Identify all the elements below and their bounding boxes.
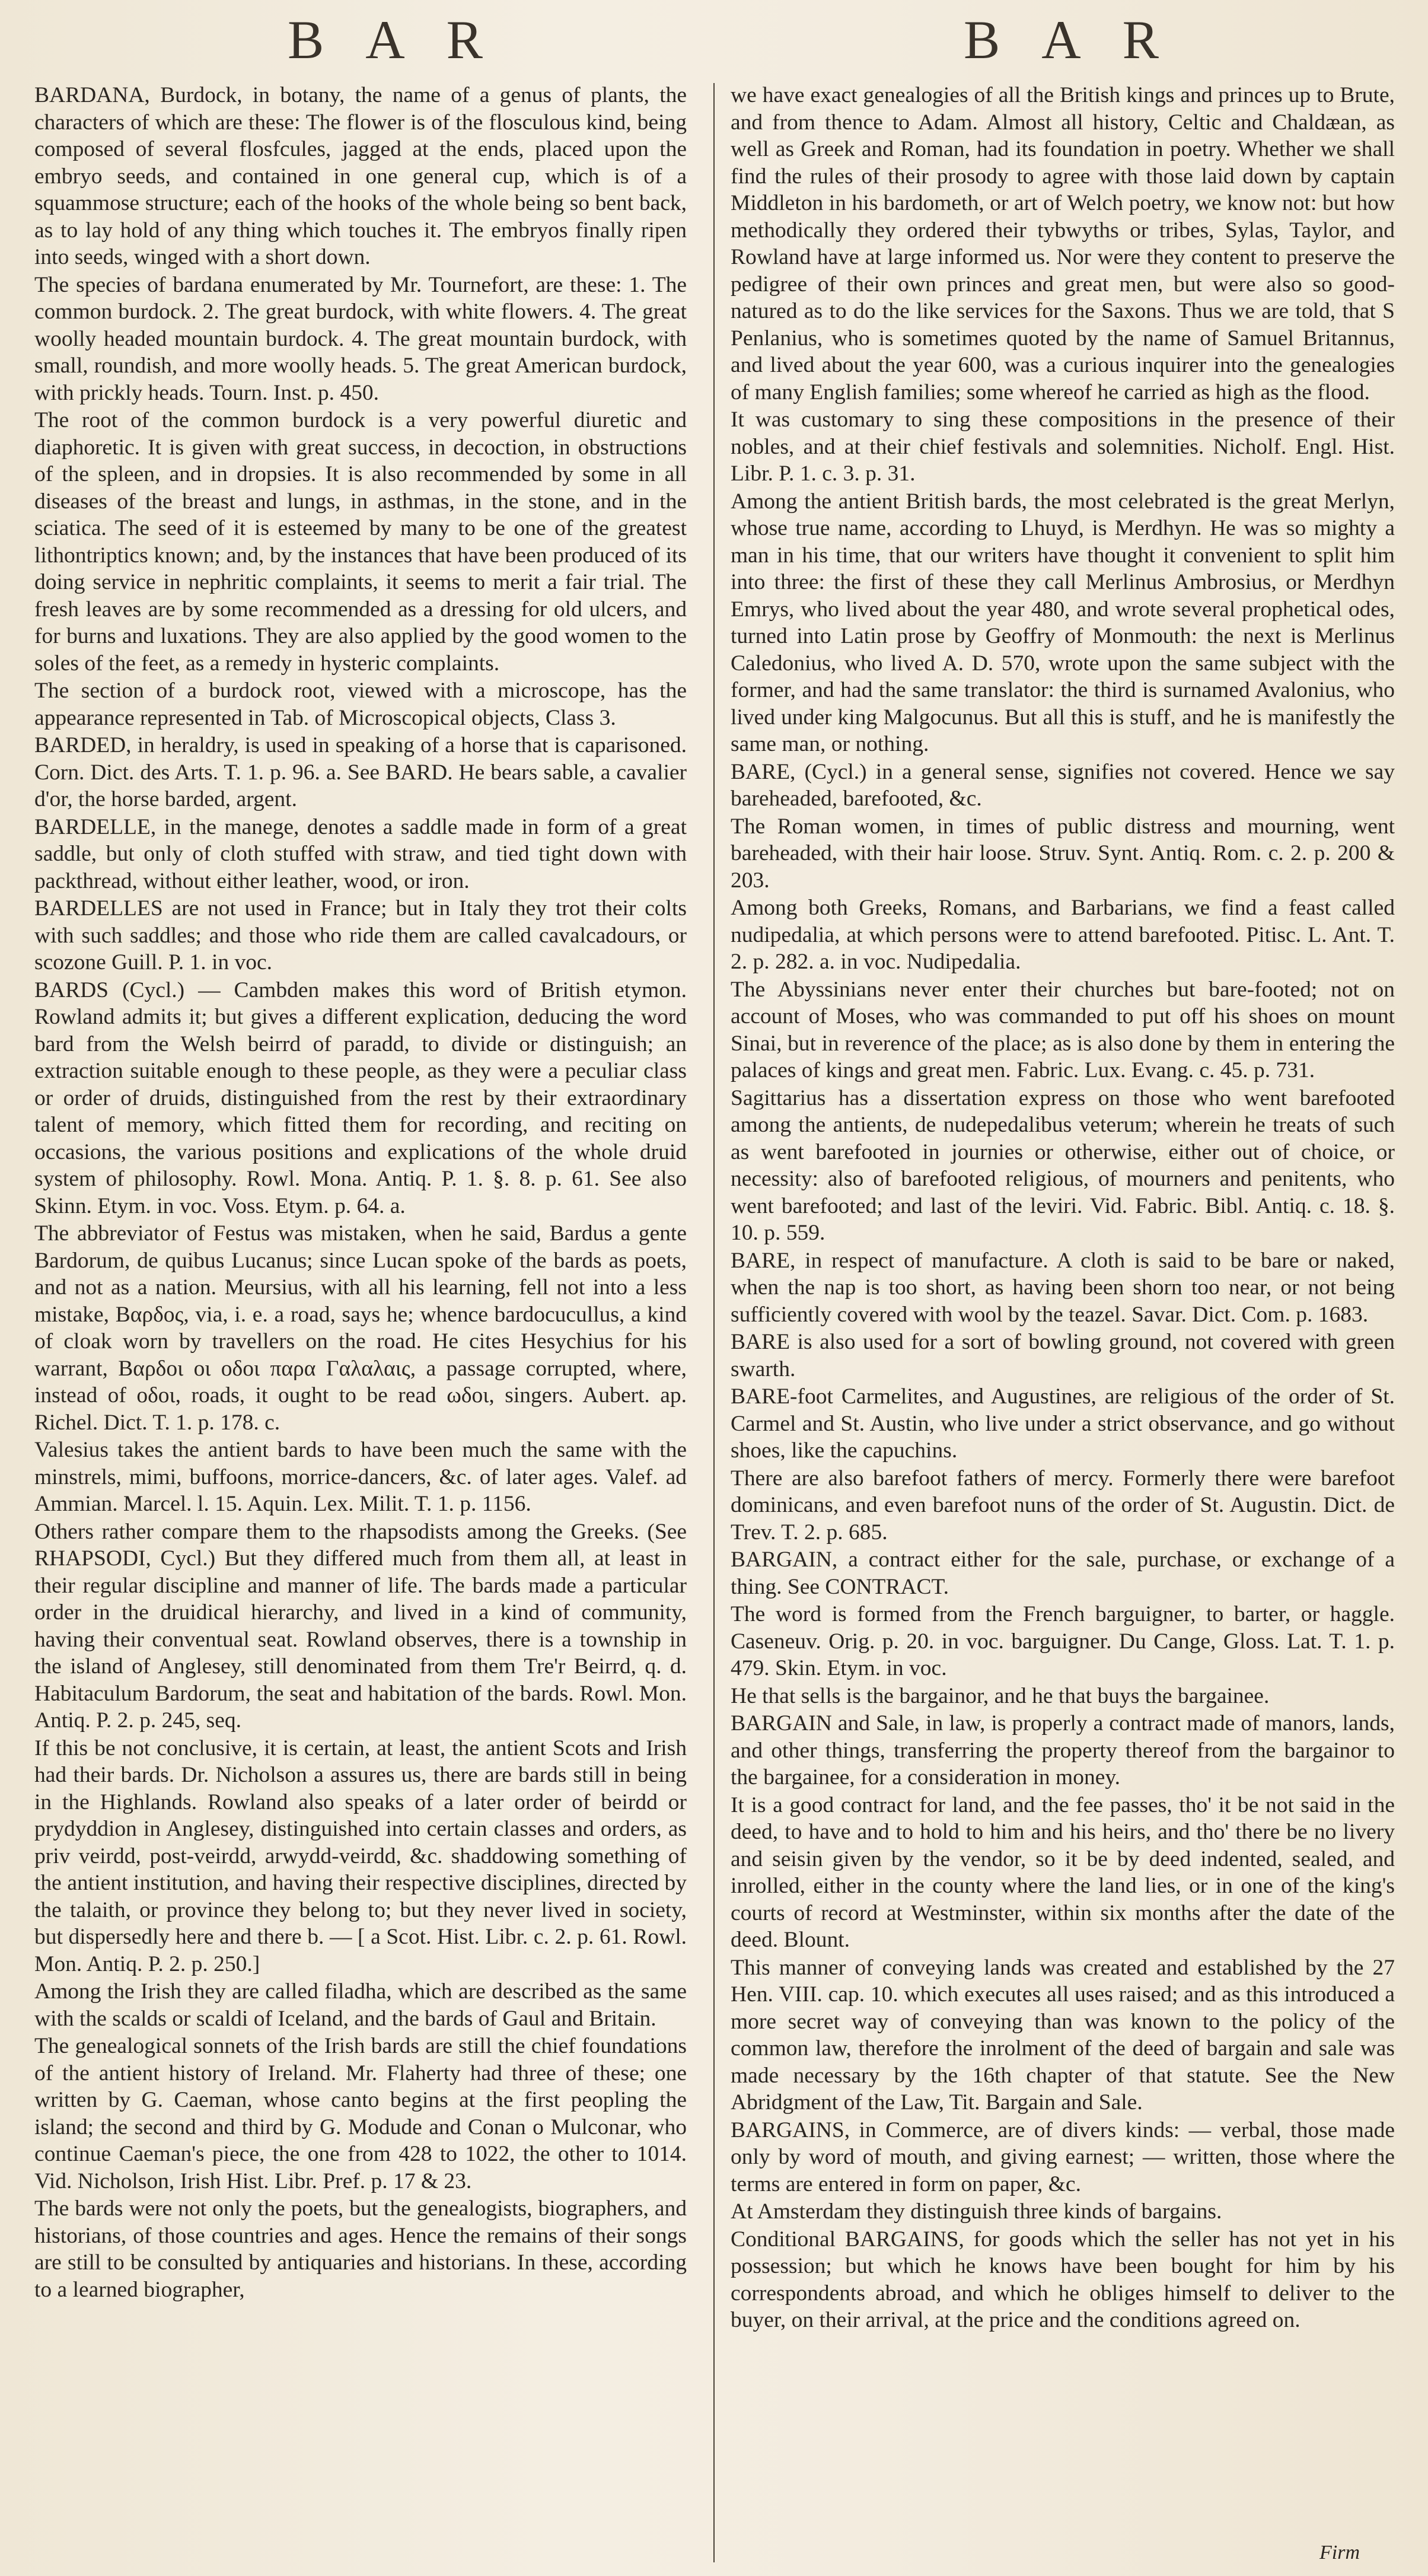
right-column [731, 82, 1395, 2567]
entry-paragraph: BARE is also used for a sort of bowling ground, not covered with green swarth. [731, 1330, 1395, 1381]
entry-paragraph: The Roman women, in times of public distress and mourning, went bareheaded, with their hair loose. Struv. Synt. Antiq. Rom. c. 2. p. 200 & 203. [731, 814, 1395, 893]
entry-paragraph: BARDELLES are not used in France; but in Italy they trot their colts with such saddles; and those who ride them are called cavalcadours, or scozone Guill. P. 1. in voc. [34, 896, 687, 975]
entry-paragraph: Among both Greeks, Romans, and Barbarians, we find a feast called nudipedalia, at which persons were to attend barefooted. Pitisc. L. Ant. T. 2. p. 282. a. in voc. Nudipedalia. [731, 896, 1395, 974]
entry-paragraph: BARE, in respect of manufacture. A cloth is said to be bare or naked, when the nap is too short, as having been shorn too near, or not being sufficiently covered with wool by the teazel. Savar. Dict. Com. p. 1683. [731, 1248, 1395, 1327]
entry-paragraph: The root of the common burdock is a very powerful diuretic and diaphoretic. It is given with great success, in decoction, in obstructions of the spleen, and in dropsies. It is also recommended by some in all diseases of the breast and lungs, in asthmas, in the stone, and in the sciatica. The seed of it is esteemed by many to be one of the greatest lithontriptics known; and, by the instances that have been produced of its doing service in nephritic complaints, it seems to merit a fair trial. The fresh leaves are by some recommended as a dressing for old ulcers, and for burns and luxations. They are also applied by the good women to the soles of the feet, as a remedy in hysteric complaints. [34, 408, 687, 676]
entry-paragraph: It is a good contract for land, and the fee passes, tho' it be not said in the deed, to have and to hold to him and his heirs, and tho' there be no livery and seisin given by the vendor, so it be by deed indented, sealed, and inrolled, either in the county where the land lies, or in one of the king's courts of record at Westminster, within six months after the date of the deed. Blount. [731, 1792, 1395, 1952]
left-column [34, 82, 687, 2567]
entry-paragraph: BARDS (Cycl.) — Cambden makes this word of British etymon. Rowland admits it; but gives a different explication, deducing the word bard from the Welsh beirrd of paradd, to divide or distinguish; an extraction suitable enough to these people, as they were a peculiar class or order of druids, distinguished from the rest by their extraordinary talent of memory, which fitted them for recording, and reciting on occasions, the various positions and explications of the whole druid system of philosophy. Rowl. Mona. Antiq. P. 1. §. 8. p. 61. See also Skinn. Etym. in voc. Voss. Etym. p. 64. a. [34, 977, 687, 1218]
entry-paragraph: BARDELLE, in the manege, denotes a saddle made in form of a great saddle, but only of cloth stuffed with straw, and tied tight down with packthread, without either leather, wood, or iron. [34, 814, 687, 893]
running-head-right: B A R [964, 9, 1175, 70]
entry-paragraph: There are also barefoot fathers of mercy. Formerly there were barefoot dominicans, and even barefoot nuns of the order of St. Augustin. Dict. de Trev. T. 2. p. 685. [731, 1466, 1395, 1545]
entry-paragraph: BARGAINS, in Commerce, are of divers kinds: — verbal, those made only by word of mouth, and giving earnest; — written, those where the terms are entered in form on paper, &c. [731, 2118, 1395, 2196]
entry-paragraph: If this be not conclusive, it is certain, at least, the antient Scots and Irish had their bards. Dr. Nicholson a assures us, there are bards still in being in the Highlands. Rowland also speaks of a later order of beirdd or prydyddion in Anglesey, distinguished into certain classes and orders, as priv veirdd, post-veirdd, arwydd-veirdd, &c. shaddowing something of the antient institution, and having their respective disciplines, directed by the talaith, or province they belong to; but they never lived in society, but dispersedly here and there b. — [ a Scot. Hist. Libr. c. 2. p. 61. Rowl. Mon. Antiq. P. 2. p. 250.] [34, 1736, 687, 1976]
entry-paragraph: The Abyssinians never enter their churches but bare-footed; not on account of Moses, who was commanded to put off his shoes on mount Sinai, but in reverence of the place; as is also done by them in entering the palaces of kings and great men. Fabric. Lux. Evang. c. 45. p. 731. [731, 977, 1395, 1082]
entry-paragraph: Among the antient British bards, the most celebrated is the great Merlyn, whose true name, according to Lhuyd, is Merdhyn. He was so mighty a man in his time, that our writers have thought it convenient to split him into three: the first of these they call Merlinus Ambrosius, or Merdhyn Emrys, who lived about the year 480, and wrote several prophetical odes, turned into Latin prose by Geoffry of Monmouth: the next is Merlinus Caledonius, who lived A. D. 570, wrote upon the same subject with the former, and had the same translator: the third is surnamed Avalonius, who lived under king Malgocunus. But all this is stuff, and he is manifestly the same man, or nothing. [731, 489, 1395, 756]
entry-paragraph: Others rather compare them to the rhapsodists among the Greeks. (See RHAPSODI, Cycl.) But they differed much from them all, at least in their regular discipline and manner of life. The bards made a particular order in the druidical hierarchy, and lived in a kind of community, having their conventual seat. Rowland observes, there is a township in the island of Anglesey, still denominated from them Tre'r Beirrd, q. d. Habitaculum Bardorum, the seat and habitation of the bards. Rowl. Mon. Antiq. P. 2. p. 245, seq. [34, 1519, 687, 1733]
column-divider [713, 83, 715, 2562]
entry-paragraph: BARGAIN and Sale, in law, is properly a contract made of manors, lands, and other things, transferring the property thereof from the bargainor to the bargainee, for a consideration in money. [731, 1711, 1395, 1789]
entry-paragraph: Among the Irish they are called filadha, which are described as the same with the scalds or scaldi of Iceland, and the bards of Gaul and Britain. [34, 1979, 687, 2031]
entry-paragraph: This manner of conveying lands was created and established by the 27 Hen. VIII. cap. 10. which executes all uses raised; and as this introduced a more secret way of conveying than was known to the policy of the common law, therefore the inrolment of the deed of bargain and sale was made necessary by the 16th chapter of that statute. See the New Abridgment of the Law, Tit. Bargain and Sale. [731, 1955, 1395, 2115]
running-head-left: B A R [288, 9, 499, 70]
entry-paragraph: we have exact genealogies of all the British kings and princes up to Brute, and from thence to Adam. Almost all history, Celtic and Chaldæan, as well as Greek and Roman, had its foundation in poetry. Whether we shall find the rules of their prosody to agree with those laid down by captain Middleton in his bardometh, or art of Welch poetry, we know not: but how methodically they ordered their tybwyths or tribes, Sylas, Taylor, and Rowland have at large informed us. Nor were they content to preserve the pedigree of their own princes and great men, but were also so good-natured as to do the like services for the Saxons. Thus we are told, that S Penlanius, who is sometimes quoted by the name of Samuel Britannus, and lived about the year 600, was a curious inquirer into the genealogies of many English families; some whereof he carried as high as the flood. [731, 83, 1395, 405]
entry-paragraph: BARDANA, Burdock, in botany, the name of a genus of plants, the characters of which are these: The flower is of the flosculous kind, being composed of several flosfcules, jagged at the ends, placed upon the embryo seeds, and contained in one general cup, which is of a squammose structure; each of the hooks of the whole being so bent back, as to lay hold of any thing which touches it. The embryos finally ripen into seeds, winged with a short down. [34, 83, 687, 269]
catchword: Firm [1319, 2542, 1360, 2564]
entry-paragraph: BARE-foot Carmelites, and Augustines, are religious of the order of St. Carmel and St. Austin, who live under a strict observance, and go without shoes, like the capuchins. [731, 1384, 1395, 1463]
entry-paragraph: Sagittarius has a dissertation express on those who went barefooted among the antients, de nudepedalibus veterum; wherein he treats of such as went barefooted in journies or otherwise, either out of choice, or necessity: also of barefooted religious, of mourners and penitents, who went barefooted; and last of the leviri. Vid. Fabric. Bibl. Antiq. c. 18. §. 10. p. 559. [731, 1085, 1395, 1245]
entry-paragraph: Conditional BARGAINS, for goods which the seller has not yet in his possession; but which he knows have been bought for him by his correspondents abroad, and which he obliges himself to deliver to the buyer, on their arrival, at the price and the conditions agreed on. [731, 2227, 1395, 2332]
entry-paragraph: The word is formed from the French barguigner, to barter, or haggle. Caseneuv. Orig. p. 20. in voc. barguigner. Du Cange, Gloss. Lat. T. 1. p. 479. Skin. Etym. in voc. [731, 1602, 1395, 1680]
entry-paragraph: The abbreviator of Festus was mistaken, when he said, Bardus a gente Bardorum, de quibus Lucanus; since Lucan spoke of the bards as poets, and not as a nation. Meursius, with all his learning, fell not into a less mistake, Βαρδος, via, i. e. a road, says he; whence bardocucullus, a kind of cloak worn by travellers on the road. He cites Hesychius for his warrant, Βαρδοι οι οδοι παρα Γαλαλαις, a passage corrupted, where, instead of οδοι, roads, it ought to be read ωδοι, singers. Aubert. ap. Richel. Dict. T. 1. p. 178. c. [34, 1221, 687, 1435]
entry-paragraph: He that sells is the bargainor, and he that buys the bargainee. [731, 1683, 1270, 1708]
entry-paragraph: Valesius takes the antient bards to have been much the same with the minstrels, mimi, buffoons, morrice-dancers, &c. of later ages. Valef. ad Ammian. Marcel. l. 15. Aquin. Lex. Milit. T. 1. p. 1156. [34, 1438, 687, 1516]
entry-paragraph: The genealogical sonnets of the Irish bards are still the chief foundations of the antient history of Ireland. Mr. Flaherty had three of these; one written by G. Caeman, whose canto begins at the first peopling the island; the second and third by G. Modude and Conan o Mulconar, who continue Caeman's piece, the one from 428 to 1022, the other to 1014. Vid. Nicholson, Irish Hist. Libr. Pref. p. 17 & 23. [34, 2034, 687, 2193]
entry-paragraph: BARE, (Cycl.) in a general sense, signifies not covered. Hence we say bareheaded, barefooted, &c. [731, 759, 1395, 811]
entry-paragraph: The bards were not only the poets, but the genealogists, biographers, and historians, of those countries and ages. Hence the remains of their songs are still to be consulted by antiquaries and historians. In these, according to a learned biographer, [34, 2196, 687, 2302]
entry-paragraph: It was customary to sing these compositions in the presence of their nobles, and at their chief festivals and solemnities. Nicholf. Engl. Hist. Libr. P. 1. c. 3. p. 31. [731, 407, 1395, 486]
entry-paragraph: BARDED, in heraldry, is used in speaking of a horse that is caparisoned. Corn. Dict. des Arts. T. 1. p. 96. a. See BARD. He bears sable, a cavalier d'or, the horse barded, argent. [34, 733, 687, 811]
entry-paragraph: At Amsterdam they distinguish three kinds of bargains. [731, 2199, 1222, 2224]
entry-paragraph: BARGAIN, a contract either for the sale, purchase, or exchange of a thing. See CONTRACT. [731, 1547, 1395, 1599]
entry-paragraph: The species of bardana enumerated by Mr. Tournefort, are these: 1. The common burdock. 2. The great burdock, with white flowers. 4. The great woolly headed mountain burdock. 4. The great mountain burdock, with small, roundish, and more woolly heads. 5. The great American burdock, with prickly heads. Tourn. Inst. p. 450. [34, 272, 687, 405]
entry-paragraph: The section of a burdock root, viewed with a microscope, has the appearance represented in Tab. of Microscopical objects, Class 3. [34, 679, 687, 730]
